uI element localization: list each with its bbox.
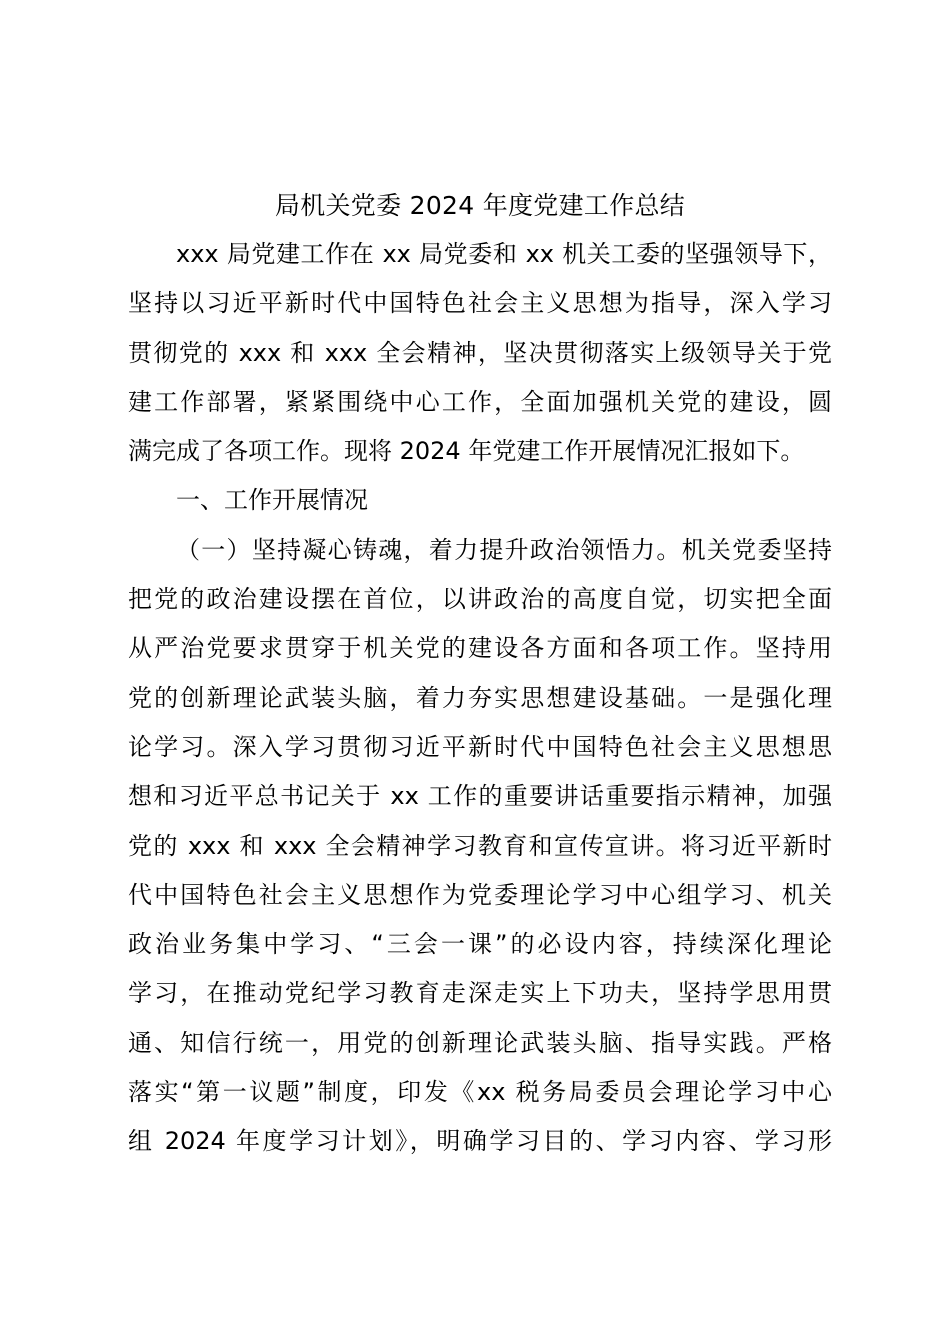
paragraph-line: 落实“第一议题”制度，印发《xx 税务局委员会理论学习中心 — [128, 1078, 832, 1107]
intro-paragraph — [128, 230, 832, 476]
body-paragraph — [128, 526, 832, 1167]
paragraph-line: 组 2024 年度学习计划》，明确学习目的、学习内容、学习形 — [128, 1127, 832, 1156]
document-body — [128, 182, 832, 1167]
paragraph-line: 把党的政治建设摆在首位，以讲政治的高度自觉，切实把全面 — [128, 585, 832, 614]
paragraph-line: 学习，在推动党纪学习教育走深走实上下功夫，坚持学思用贯 — [128, 979, 832, 1008]
paragraph-line: 满完成了各项工作。现将 2024 年党建工作开展情况汇报如下。 — [128, 437, 805, 466]
paragraph-line: （一）坚持凝心铸魂，着力提升政治领悟力。机关党委坚持 — [176, 535, 832, 564]
paragraph-line: 论学习。深入学习贯彻习近平新时代中国特色社会主义思想思 — [128, 732, 832, 761]
paragraph-line: 从严治党要求贯穿于机关党的建设各方面和各项工作。坚持用 — [128, 634, 832, 663]
paragraph-line: xxx 局党建工作在 xx 局党委和 xx 机关工委的坚强领导下， — [176, 240, 832, 268]
section-heading-paragraph — [128, 476, 832, 525]
paragraph-line: 党的创新理论武装头脑，着力夯实思想建设基础。一是强化理 — [128, 683, 832, 712]
paragraph-line: 坚持以习近平新时代中国特色社会主义思想为指导，深入学习 — [128, 289, 832, 318]
paragraph-line: 建工作部署，紧紧围绕中心工作，全面加强机关党的建设，圆 — [128, 387, 832, 416]
document-title: 局机关党委 2024 年度党建工作总结 — [274, 191, 686, 220]
paragraph-line: 通、知信行统一，用党的创新理论武装头脑、指导实践。严格 — [128, 1028, 832, 1057]
paragraph-line: 想和习近平总书记关于 xx 工作的重要讲话重要指示精神，加强 — [128, 782, 832, 811]
paragraph-line: 贯彻党的 xxx 和 xxx 全会精神，坚决贯彻落实上级领导关于党 — [128, 338, 832, 367]
paragraph-line: 政治业务集中学习、“三会一课”的必设内容，持续深化理论 — [128, 930, 832, 959]
paragraph-line: 党的 xxx 和 xxx 全会精神学习教育和宣传宣讲。将习近平新时 — [128, 831, 832, 860]
section-heading: 一、工作开展情况 — [176, 486, 368, 515]
paragraph-line: 代中国特色社会主义思想作为党委理论学习中心组学习、机关 — [128, 880, 832, 909]
